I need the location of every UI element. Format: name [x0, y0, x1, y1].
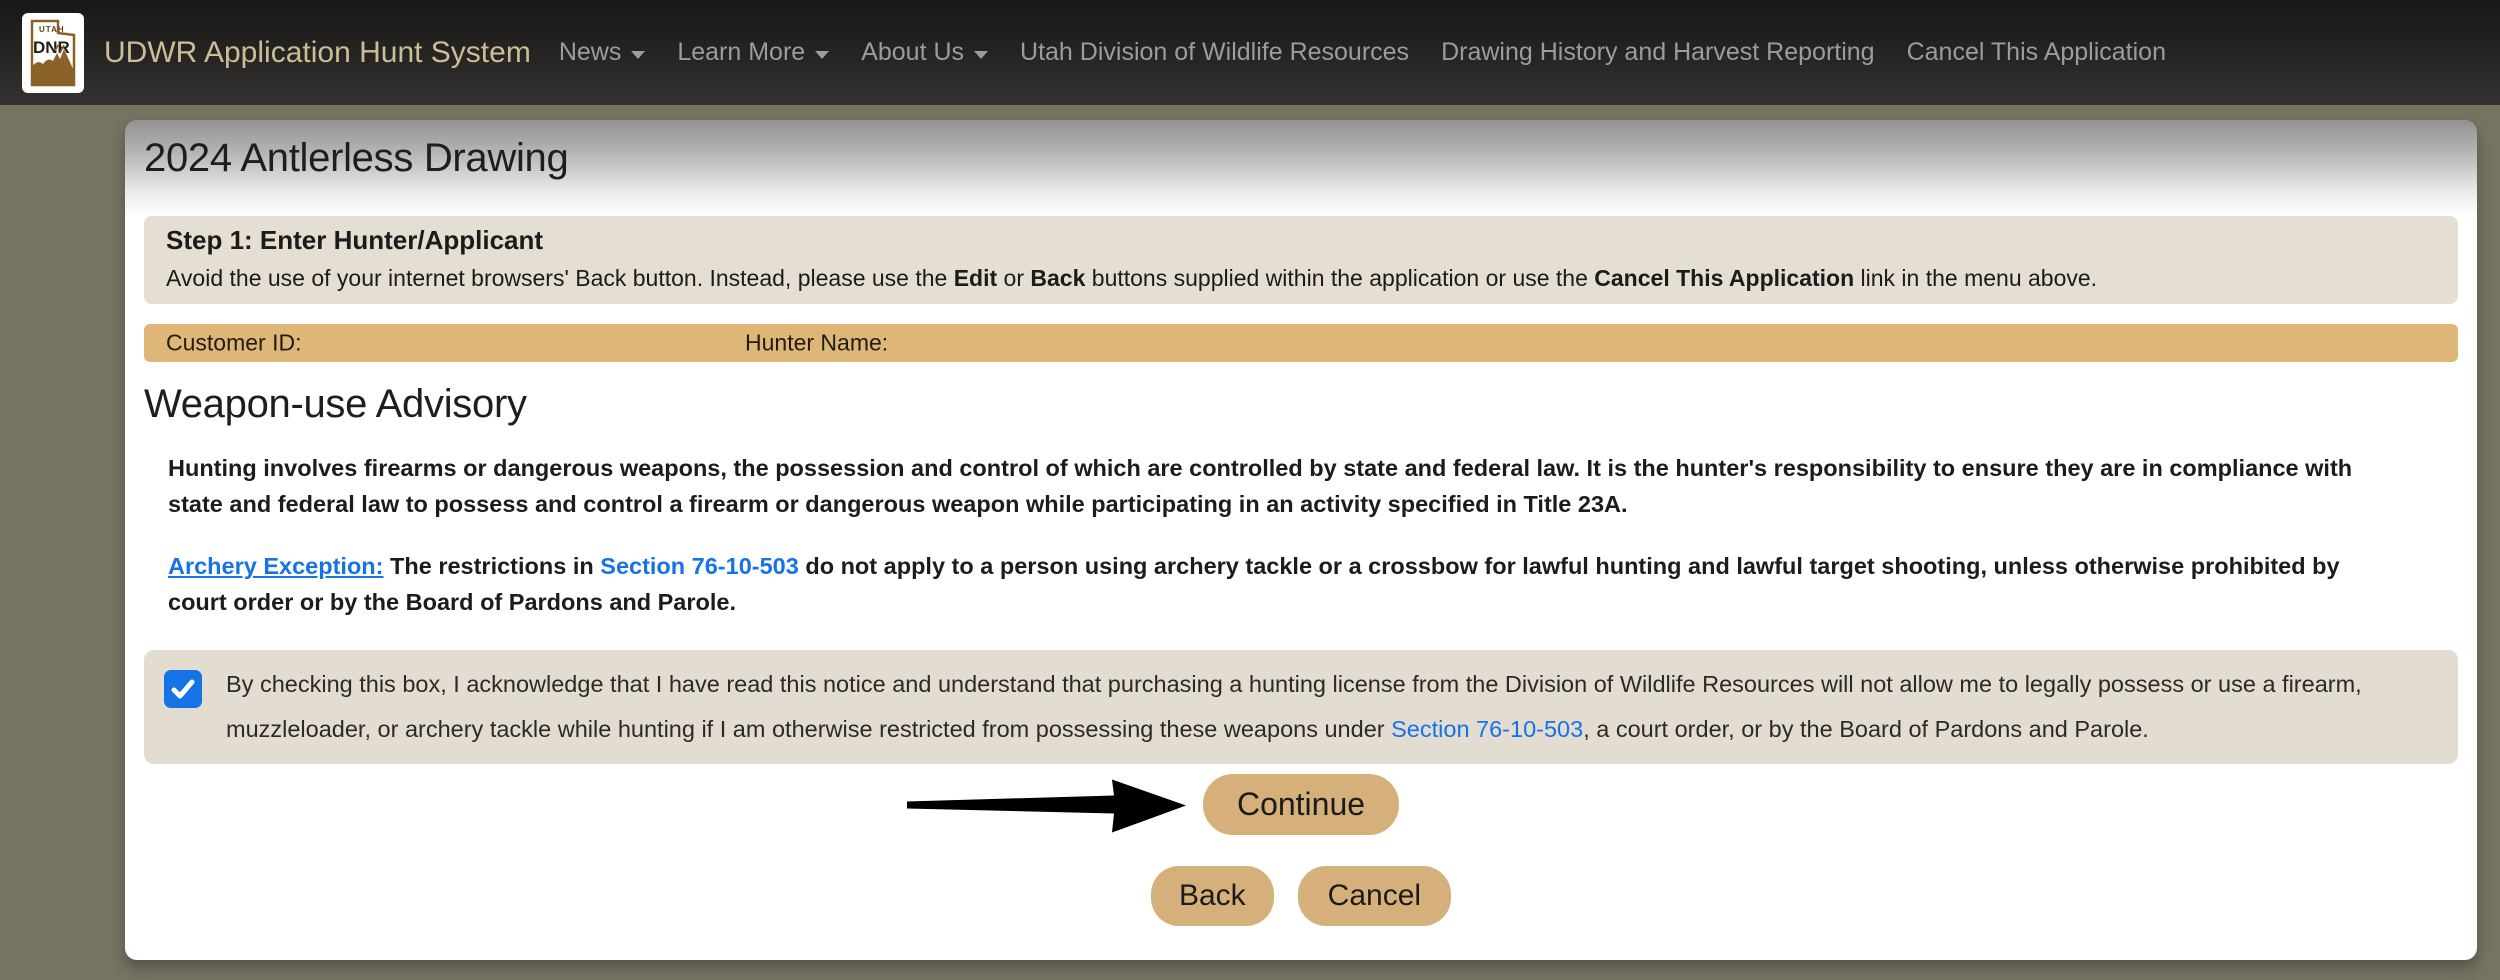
archery-exception-paragraph: Archery Exception: The restrictions in Section 76-10-503 do not apply to a person using archery tackle or a crossbow for lawful hunting and lawful target shooting, unless otherwise prohibited by court order or by the Board of Pardons and Parole. — [168, 553, 2340, 615]
weapon-advisory-paragraph: Hunting involves firearms or dangerous weapons, the possession and control of which are controlled by state and federal law. It is the hunter's responsibility to ensure they are in compliance with state and federal law to possess and control a firearm or dangerous weapon while participating in an activity specified in Title 23A. — [168, 455, 2353, 517]
nav-item-learn-more[interactable]: Learn More — [677, 38, 829, 67]
application-card — [125, 120, 2477, 960]
hunter-name-label: Hunter Name: — [745, 329, 889, 356]
navbar-menu — [559, 38, 2166, 67]
step-heading: Step 1: Enter Hunter/Applicant — [166, 225, 544, 255]
navbar — [0, 0, 2500, 105]
back-cancel-row — [144, 866, 2458, 926]
archery-exception-link[interactable]: Archery Exception: — [168, 553, 384, 579]
nav-item-cancel-application[interactable]: Cancel This Application — [1906, 38, 2166, 66]
app-brand-title[interactable]: UDWR Application Hunt System — [104, 35, 531, 69]
acknowledgement-panel — [144, 650, 2458, 764]
page-title: 2024 Antlerless Drawing — [144, 136, 569, 180]
dropdown-caret-icon — [815, 51, 829, 59]
step-header-panel — [144, 216, 2458, 304]
nav-item-about-us[interactable]: About Us — [861, 38, 988, 67]
annotation-arrow-icon — [904, 769, 1189, 844]
customer-info-bar — [144, 324, 2458, 362]
svg-text:DNR: DNR — [33, 37, 70, 57]
dropdown-caret-icon — [974, 51, 988, 59]
nav-item-drawing-history[interactable]: Drawing History and Harvest Reporting — [1441, 38, 1875, 66]
utah-dnr-logo-icon — [22, 13, 84, 93]
continue-row — [144, 774, 2458, 838]
browser-back-notice: Avoid the use of your internet browsers' Back button. Instead, please use the Edit or Back buttons supplied within the application or use the Cancel This Application link in the menu above. — [166, 265, 2098, 291]
dropdown-caret-icon — [631, 51, 645, 59]
nav-item-division-site[interactable]: Utah Division of Wildlife Resources — [1020, 38, 1410, 66]
svg-text:UTAH: UTAH — [39, 24, 65, 34]
back-button[interactable]: Back — [1151, 866, 1274, 926]
customer-id-label: Customer ID: — [166, 329, 302, 356]
section-76-10-503-link[interactable]: Section 76-10-503 — [600, 553, 799, 579]
checkmark-icon — [169, 675, 197, 703]
udwr-dnr-logo — [22, 13, 84, 93]
acknowledgement-checkbox[interactable] — [164, 670, 202, 708]
continue-button[interactable]: Continue — [1203, 774, 1399, 835]
cancel-button[interactable]: Cancel — [1298, 866, 1451, 926]
section-76-10-503-link[interactable]: Section 76-10-503 — [1391, 716, 1584, 742]
weapon-advisory-heading: Weapon-use Advisory — [144, 382, 527, 426]
acknowledgement-text: By checking this box, I acknowledge that I have read this notice and understand that purchasing a hunting license from the Division of Wildlife Resources will not allow me to legally possess or use a firearm, muzzleloader, or archery tackle while hunting if I am otherwise restricted from possessing these weapons under Section 76-10-503, a court order, or by the Board of Pardons and Parole. — [226, 671, 2362, 742]
nav-item-news[interactable]: News — [559, 38, 646, 67]
